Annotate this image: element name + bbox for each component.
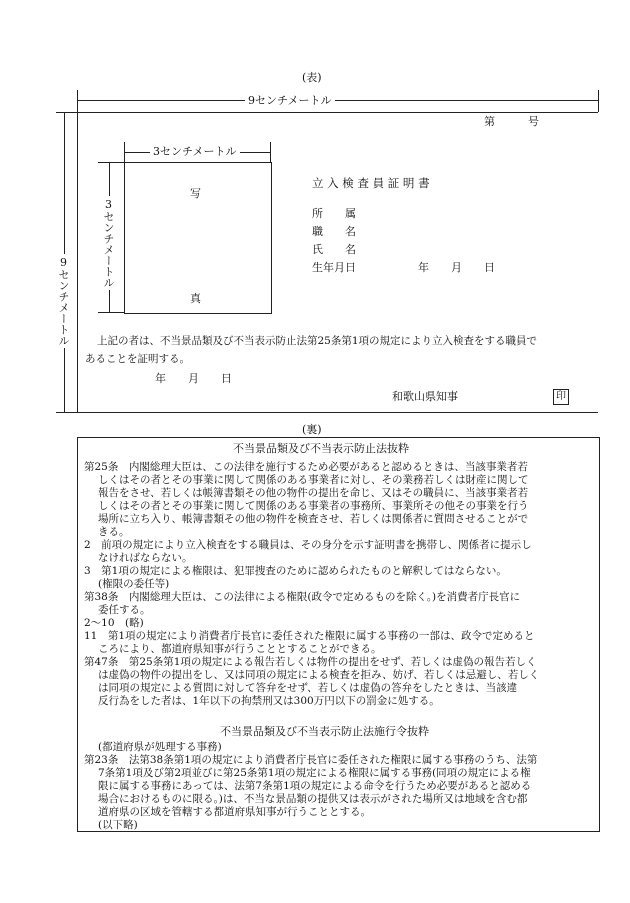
order-line: 7条第1項及び第2項並びに第25条第1項の規定による権限に属する事務(同項の規定による権 — [98, 767, 531, 779]
photo-height-tick-bottom — [98, 312, 124, 313]
law-line: 反行為をした者は、1年以下の拘禁刑又は300万円以下の罰金に処する。 — [98, 695, 440, 707]
order-line: 道府県の区域を管轄する都道府県知事が行うこととする。 — [98, 806, 371, 818]
photo-bottom-char: 真 — [190, 292, 201, 305]
seal-mark: 印 — [553, 389, 569, 405]
field-birth-date: 年 月 日 — [418, 261, 495, 274]
law-line: きる。 — [98, 526, 130, 538]
order-line: 場合におけるものに限る。)は、不当な景品類の提供又は表示がされた場所又は地域を含む都 — [98, 793, 528, 805]
width-dim-tick-left — [77, 90, 78, 112]
height-dim-tick-top — [56, 112, 77, 113]
height-label: 9センチメートル — [57, 256, 70, 346]
card-title: 立 入 検 査 員 証 明 書 — [312, 176, 430, 190]
law-line: しくはその者とその事業に関して関係のある事業者の事務所、事業所その他その事業を行う — [98, 500, 529, 512]
order-line: 第23条 法第38条第1項の規定により消費者庁長官に委任された権限に属する事務のうち、法第 — [84, 754, 538, 766]
order-line: (都道府県が処理する事務) — [98, 741, 222, 753]
width-label: 9センチメートル — [245, 95, 335, 106]
front-header: (表) — [302, 71, 322, 84]
width-dim-tick-right — [598, 90, 599, 112]
field-affiliation: 所 属 — [312, 207, 356, 220]
law-line: 第38条 内閣総理大臣は、この法律による権限(政令で定めるものを除く。)を消費者庁長官に — [84, 591, 521, 603]
statement-line2: あることを証明する。 — [85, 353, 190, 365]
law-line: 3 第1項の規定による権限は、犯罪捜査のために認められたものと解釈してはならない。 — [84, 565, 507, 577]
issue-date: 年 月 日 — [155, 372, 232, 385]
photo-height-tick-top — [98, 162, 124, 163]
law-line: なければならない。 — [98, 552, 193, 564]
width-dim-line — [77, 100, 598, 101]
height-dim-tick-bottom — [56, 412, 77, 413]
back-header: (裏) — [302, 423, 322, 436]
photo-top-char: 写 — [190, 187, 201, 200]
law-line: 第25条 内閣総理大臣は、この法律を施行するため必要があると認めるときは、当該事業者若 — [84, 461, 528, 473]
law-line: は同項の規定による質問に対して答弁をせず、若しくは虚偽の答弁をしたときは、当該違 — [98, 682, 518, 694]
order-line: (以下略) — [98, 819, 138, 831]
law-line: しくはその者とその事業に関して関係のある事業者に対し、その業務若しくは財産に関して — [98, 474, 529, 486]
card-left-border — [77, 112, 78, 412]
law-line: 2 前項の規定により立入検査をする職員は、その身分を示す証明書を携帯し、関係者に提示し — [84, 539, 532, 551]
card-top-border — [77, 112, 598, 113]
photo-width-label: 3センチメートル — [150, 146, 240, 157]
issuer: 和歌山県知事 — [392, 390, 458, 403]
law-line: 第47条 第25条第1項の規定による報告若しくは物件の提出をせず、若しくは虚偽の報告若しく — [84, 656, 537, 668]
field-birth-label: 生年月日 — [312, 261, 356, 274]
law-line: 場所に立ち入り、帳簿書類その他の物件を検査させ、若しくは関係者に質問させることがで — [98, 513, 529, 525]
law-line: 報告をさせ、若しくは帳簿書類その他の物件の提出を命じ、又はその職員に、当該事業者若 — [98, 487, 529, 499]
card-bottom-border — [77, 412, 598, 413]
order-title: 不当景品類及び不当表示防止法施行令抜粋 — [220, 725, 429, 738]
law-excerpt — [84, 461, 596, 708]
field-name: 氏 名 — [312, 243, 356, 256]
number-label: 第 号 — [484, 115, 539, 128]
law-line: 11 第1項の規定により消費者庁長官に委任された権限に属する事務の一部は、政令で定めると — [84, 630, 535, 642]
law-line: 委任する。 — [98, 604, 151, 616]
law-line: 2～10 (略) — [84, 617, 144, 629]
photo-width-tick-right — [270, 142, 271, 162]
field-position: 職 名 — [312, 225, 356, 238]
photo-height-label: 3センチメートル — [102, 198, 115, 288]
law-line: は虚偽の物件の提出をし、又は同項の規定による検査を拒み、妨げ、若しくは忌避し、若しく — [98, 669, 540, 681]
law-line: ころにより、都道府県知事が行うこととすることができる。 — [98, 643, 382, 655]
law-title: 不当景品類及び不当表示防止法抜粋 — [233, 442, 409, 455]
statement-line1: 上記の者は、不当景品類及び不当表示防止法第25条第1項の規定により立入検査をする職員で — [97, 335, 538, 347]
law-line: (権限の委任等) — [98, 578, 170, 590]
order-line: 限に属する事務にあっては、法第7条第1項の規定による命令を行うため必要があると認める — [98, 780, 532, 792]
order-excerpt — [84, 741, 596, 832]
